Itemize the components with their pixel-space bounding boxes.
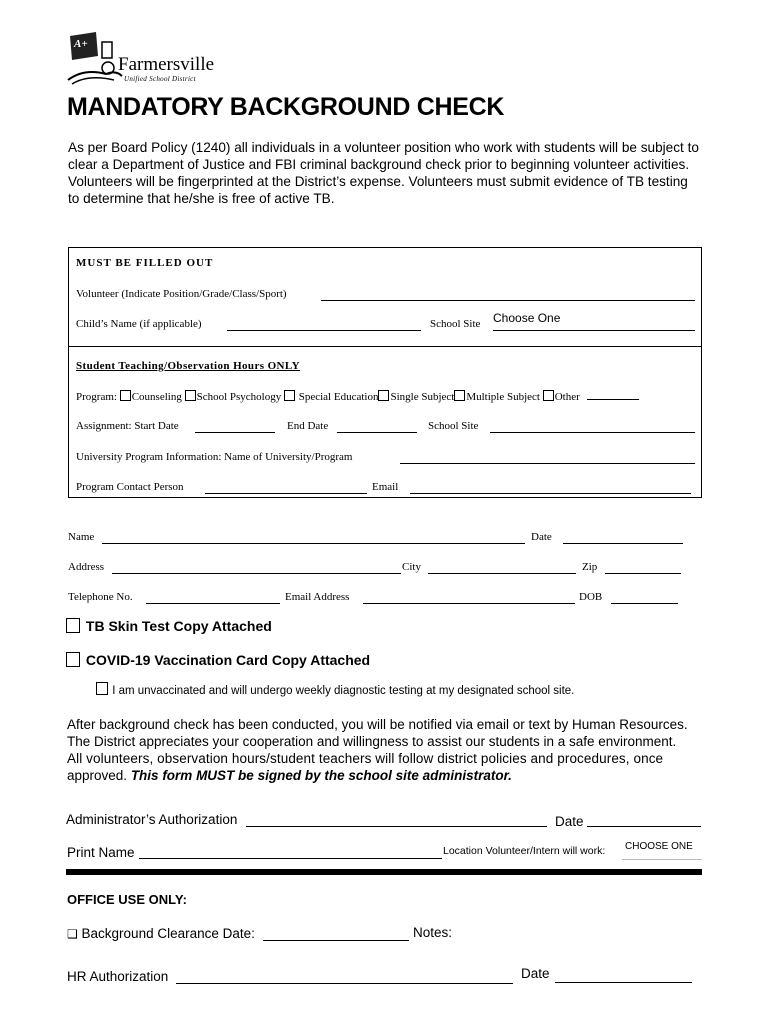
school-site-label: School Site bbox=[430, 318, 481, 330]
contact-email-input[interactable] bbox=[410, 481, 691, 494]
special-education-checkbox[interactable] bbox=[284, 390, 295, 401]
box-heading: MUST BE FILLED OUT bbox=[76, 257, 214, 269]
intro-line: to determine that he/she is free of active TB. bbox=[68, 191, 335, 206]
notice-approved: approved. bbox=[67, 768, 128, 783]
university-input[interactable] bbox=[400, 451, 695, 464]
logo-badge: A+ bbox=[74, 38, 88, 50]
notice-line: All volunteers, observation hours/student teachers will follow district policies and procedures, once bbox=[67, 751, 664, 766]
program-option: Multiple Subject bbox=[466, 391, 540, 403]
section-divider bbox=[69, 346, 701, 347]
unvaccinated-row bbox=[96, 682, 574, 697]
volunteer-info-box bbox=[68, 247, 702, 498]
clearance-row bbox=[67, 926, 255, 941]
admin-auth-input[interactable] bbox=[246, 812, 547, 827]
notice-line: After background check has been conducted, you will be notified via email or text by Human Resources. bbox=[67, 717, 688, 732]
location-value: CHOOSE ONE bbox=[625, 841, 693, 852]
admin-date-input[interactable] bbox=[587, 812, 701, 827]
clearance-date-input[interactable] bbox=[263, 926, 409, 941]
print-name-label: Print Name bbox=[67, 845, 135, 860]
zip-input[interactable] bbox=[605, 561, 681, 574]
notes-label: Notes: bbox=[413, 925, 453, 940]
school-site-select[interactable] bbox=[493, 308, 695, 331]
intro-line: clear a Department of Justice and FBI criminal background check prior to beginning volunteer activities. bbox=[68, 157, 690, 172]
name-label: Name bbox=[68, 531, 95, 543]
location-label: Location Volunteer/Intern will work: bbox=[443, 845, 606, 857]
email-address-input[interactable] bbox=[363, 591, 575, 604]
covid-label: COVID-19 Vaccination Card Copy Attached bbox=[85, 652, 371, 668]
dob-label: DOB bbox=[579, 591, 603, 603]
tb-row bbox=[66, 618, 272, 634]
hr-auth-input[interactable] bbox=[176, 969, 513, 984]
unvaccinated-label: I am unvaccinated and will undergo weekly diagnostic testing at my designated school site. bbox=[112, 685, 575, 697]
program-option: School Psychology bbox=[196, 391, 282, 403]
covid-checkbox[interactable] bbox=[66, 652, 80, 667]
contact-person-label: Program Contact Person bbox=[76, 481, 184, 493]
clearance-checkbox-icon[interactable]: ❑ bbox=[67, 927, 78, 941]
logo-brand: Farmersville bbox=[118, 54, 215, 75]
telephone-input[interactable] bbox=[146, 591, 280, 604]
contact-person-input[interactable] bbox=[205, 481, 367, 494]
telephone-label: Telephone No. bbox=[68, 591, 133, 603]
volunteer-position-input[interactable] bbox=[321, 287, 695, 301]
single-subject-checkbox[interactable] bbox=[378, 390, 389, 401]
counseling-checkbox[interactable] bbox=[120, 390, 131, 401]
office-heading: OFFICE USE ONLY: bbox=[67, 892, 187, 907]
notice-signed-warning: This form MUST be signed by the school site administrator. bbox=[130, 768, 512, 783]
name-input[interactable] bbox=[102, 531, 525, 544]
volunteer-position-label: Volunteer (Indicate Position/Grade/Class/Sport) bbox=[76, 288, 287, 300]
page-title: MANDATORY BACKGROUND CHECK bbox=[67, 93, 505, 121]
tb-label: TB Skin Test Copy Attached bbox=[85, 618, 272, 634]
zip-label: Zip bbox=[582, 561, 598, 573]
school-site-value: Choose One bbox=[493, 311, 561, 325]
clearance-label: Background Clearance Date: bbox=[81, 926, 255, 941]
personal-date-label: Date bbox=[531, 531, 552, 543]
city-label: City bbox=[402, 561, 421, 573]
contact-email-label: Email bbox=[372, 481, 399, 493]
multiple-subject-checkbox[interactable] bbox=[454, 390, 465, 401]
school-site2-input[interactable] bbox=[490, 420, 695, 433]
hr-date-input[interactable] bbox=[555, 968, 692, 983]
program-option: Single Subject bbox=[390, 391, 455, 403]
school-site2-label: School Site bbox=[428, 420, 479, 432]
notice-line bbox=[67, 767, 702, 784]
child-name-label: Child’s Name (if applicable) bbox=[76, 318, 202, 330]
program-row bbox=[76, 390, 639, 403]
covid-row bbox=[66, 652, 370, 668]
notice-line: The District appreciates your cooperation and willingness to assist our students in a safe environment. bbox=[67, 734, 677, 749]
personal-date-input[interactable] bbox=[563, 531, 683, 544]
tb-checkbox[interactable] bbox=[66, 618, 80, 633]
program-label: Program: bbox=[76, 391, 117, 403]
office-divider bbox=[66, 869, 702, 875]
child-name-input[interactable] bbox=[227, 317, 421, 331]
end-date-input[interactable] bbox=[337, 420, 417, 433]
program-option: Other bbox=[554, 391, 580, 403]
notice-paragraph bbox=[67, 716, 702, 784]
admin-auth-label: Administrator’s Authorization bbox=[66, 812, 238, 827]
address-input[interactable] bbox=[112, 561, 401, 574]
start-date-input[interactable] bbox=[195, 420, 275, 433]
hr-auth-label: HR Authorization bbox=[67, 969, 169, 984]
admin-date-label: Date bbox=[555, 814, 584, 829]
school-psychology-checkbox[interactable] bbox=[185, 390, 196, 401]
email-address-label: Email Address bbox=[285, 591, 350, 603]
location-select[interactable] bbox=[622, 838, 702, 860]
other-input[interactable] bbox=[587, 399, 639, 400]
program-option: Special Education bbox=[298, 391, 379, 403]
university-label: University Program Information: Name of University/Program bbox=[76, 451, 353, 463]
hr-date-label: Date bbox=[521, 966, 550, 981]
student-teaching-heading: Student Teaching/Observation Hours ONLY bbox=[76, 360, 300, 372]
start-date-label: Assignment: Start Date bbox=[76, 420, 179, 432]
intro-line: Volunteers will be fingerprinted at the District’s expense. Volunteers must submit evidence of TB testing bbox=[68, 174, 688, 189]
logo-subtitle: Unified School District bbox=[124, 75, 196, 83]
unvaccinated-checkbox[interactable] bbox=[96, 682, 108, 695]
other-checkbox[interactable] bbox=[543, 390, 554, 401]
intro-line: As per Board Policy (1240) all individuals in a volunteer position who work with students will be subject to bbox=[68, 140, 699, 155]
intro-paragraph bbox=[68, 139, 699, 207]
address-label: Address bbox=[68, 561, 105, 573]
city-input[interactable] bbox=[428, 561, 576, 574]
program-option: Counseling bbox=[131, 391, 182, 403]
dob-input[interactable] bbox=[611, 591, 678, 604]
print-name-input[interactable] bbox=[139, 844, 442, 859]
district-logo bbox=[66, 30, 215, 85]
end-date-label: End Date bbox=[287, 420, 329, 432]
